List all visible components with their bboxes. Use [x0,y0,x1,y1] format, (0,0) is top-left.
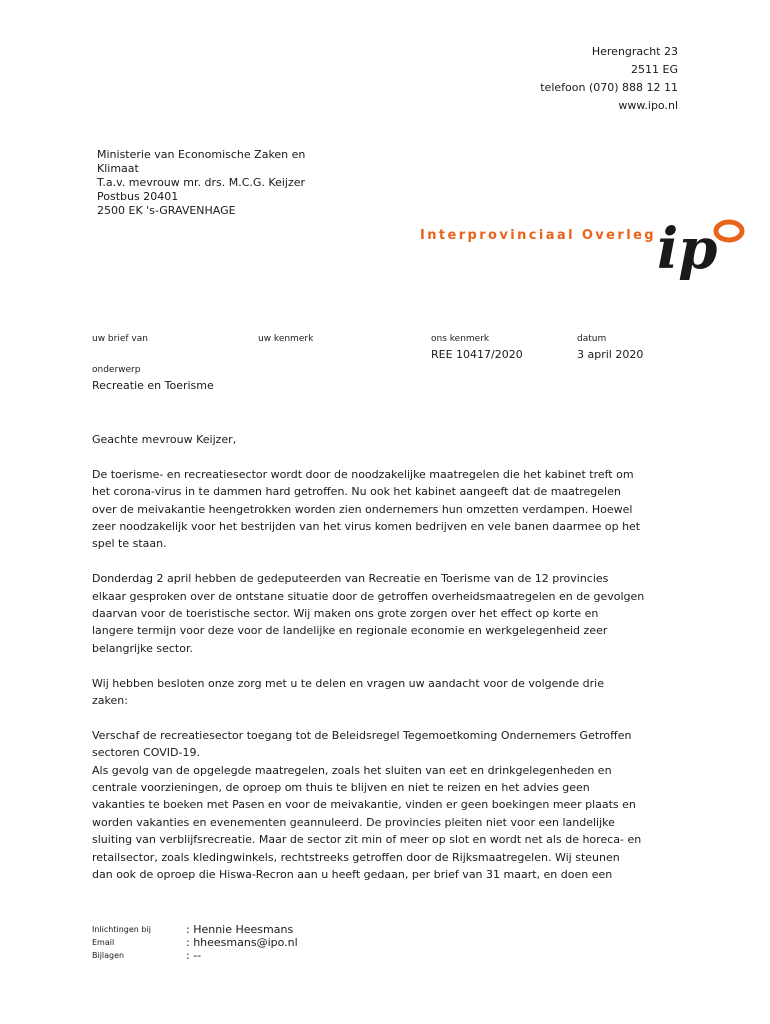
body-line: zeer noodzakelijk voor het bestrijden van het virus komen bedrijven en vele banen daarmee op het [92,520,641,534]
info-value: : Hennie Heesmans [186,923,294,936]
sender-postcode: 2511 EG [631,63,678,76]
sender-website: www.ipo.nl [618,99,678,112]
sender-phone: telefoon (070) 888 12 11 [540,81,678,94]
body-line: langere termijn voor deze voor de landelijke en regionale economie en werkgelegenheid zeer [92,624,608,638]
recipient-line: 2500 EK 's-GRAVENHAGE [97,204,236,217]
logo-orange-ring [716,222,742,240]
info-label: Inlichtingen bij [92,925,151,934]
date-value: 3 april 2020 [577,348,644,361]
body-line: De toerisme- en recreatiesector wordt door de noodzakelijke maatregelen die het kabinet treft om [92,467,634,481]
paragraph-4-heading [92,727,692,762]
your-reference-label: uw kenmerk [258,334,314,344]
email-label: Email [92,938,115,947]
paragraph-3 [92,675,692,710]
body-line: retailsector, zoals kledingwinkels, rechtstreeks getroffen door de Rijksmaatregelen. Wij steunen [92,850,620,864]
body-line: over de meivakantie heengetrokken worden zien ondernemers hun omzetten verdampen. Hoewel [92,502,633,516]
logo-mark-text: ip [657,216,718,282]
attachments-label: Bijlagen [92,951,125,960]
recipient-line: Klimaat [97,162,139,175]
recipient-address [97,148,305,218]
body-line: Wij hebben besloten onze zorg met u te delen en vragen uw aandacht voor de volgende drie [92,676,604,690]
body-line: daarvan voor de toeristische sector. Wij maken ons grote zorgen over het effect op korte en [92,607,599,621]
subject-label: onderwerp [92,365,141,375]
body-line: vakanties te boeken met Pasen en voor de meivakantie, vinden er geen boekingen meer plaats en [92,798,636,812]
recipient-line: T.a.v. mevrouw mr. drs. M.C.G. Keijzer [97,176,306,189]
body-line: worden vakanties en evenementen geannuleerd. De provincies pleiten niet voor een landelijke [92,815,615,829]
paragraph-2 [92,570,692,657]
body-line: Donderdag 2 april hebben de gedeputeerden van Recreatie en Toerisme van de 12 provincies [92,572,609,586]
ipo-logo-icon [655,214,747,284]
body-line: sectoren COVID-19. [92,746,200,760]
email-value: : hheesmans@ipo.nl [186,936,298,949]
attachments-value: : -- [186,949,202,962]
body-line: Als gevolg van de opgelegde maatregelen, zoals het sluiten van eet en drinkgelegenheden en [92,763,612,777]
our-reference-label: ons kenmerk [431,334,490,344]
recipient-line: Postbus 20401 [97,190,179,203]
body-line: belangrijke sector. [92,641,193,655]
letter-body [92,431,692,884]
body-line: elkaar gesproken over de ontstane situatie door de getroffen overheidsmaatregelen en de gevolgen [92,589,645,603]
sender-address [540,43,678,115]
body-line: zaken: [92,694,128,708]
body-line: dan ook de oproep die Hiswa-Recron aan u heeft gedaan, per brief van 31 maart, en doen een [92,868,613,882]
your-letter-label: uw brief van [92,334,148,344]
logo-wordmark: Interprovinciaal Overleg [420,228,656,243]
paragraph-5 [92,762,692,884]
body-line: sluiting van verblijfsrecreatie. Maar de sector zit min of meer op slot en wordt net als de horeca- en [92,833,642,847]
date-label: datum [577,334,607,344]
paragraph-1 [92,466,692,553]
salutation: Geachte mevrouw Keijzer, [92,433,237,446]
our-reference-value: REE 10417/2020 [431,348,523,361]
subject-value: Recreatie en Toerisme [92,379,214,392]
body-line: het corona-virus in te dammen hard getroffen. Nu ook het kabinet aangeeft dat de maatregelen [92,485,621,499]
recipient-line: Ministerie van Economische Zaken en [97,148,306,161]
body-line: spel te staan. [92,537,167,551]
body-line: Verschaf de recreatiesector toegang tot de Beleidsregel Tegemoetkoming Ondernemers Getroffen [92,728,632,742]
sender-street: Herengracht 23 [591,45,678,58]
body-line: centrale voorzieningen, de oproep om thuis te blijven en niet te reizen en het advies geen [92,781,590,795]
